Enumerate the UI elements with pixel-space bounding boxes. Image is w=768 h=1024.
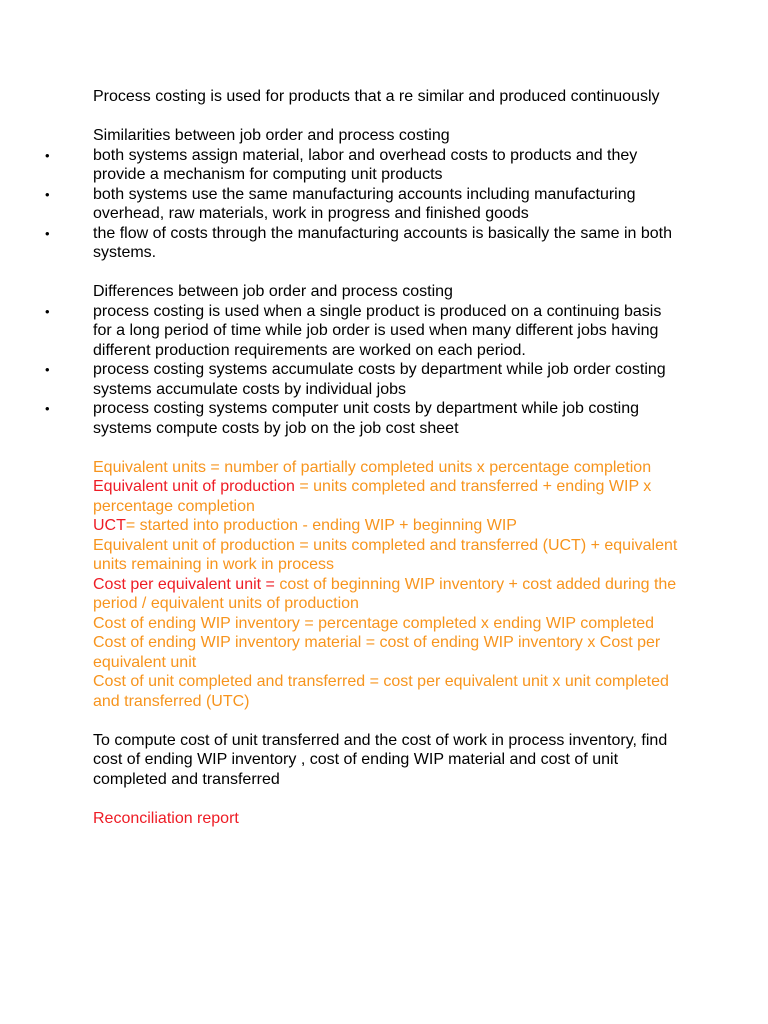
document-body bbox=[45, 87, 683, 828]
formula-equivalent-unit-uct: Equivalent unit of production = units completed and transferred (UCT) + equivalent units remaining in work in process bbox=[93, 536, 678, 573]
bullet-marker: • bbox=[45, 147, 50, 163]
similarities-heading: Similarities between job order and process costing bbox=[93, 127, 450, 144]
bullet-marker: • bbox=[45, 303, 50, 319]
spacer bbox=[93, 711, 683, 731]
spacer bbox=[93, 263, 683, 283]
formula-equivalent-unit-of-production bbox=[93, 477, 683, 516]
formula-equivalent-units: Equivalent units = number of partially completed units x percentage completion bbox=[93, 458, 652, 476]
reconciliation-heading: Reconciliation report bbox=[93, 809, 239, 827]
similarities-bullet bbox=[45, 185, 683, 224]
bullet-text: process costing systems accumulate costs by department while job order costing systems accumulate costs by individual jobs bbox=[93, 361, 666, 398]
differences-bullet bbox=[45, 399, 683, 438]
bullet-marker: • bbox=[45, 401, 50, 416]
formula-definition: cost of beginning WIP inventory + cost added during the period / equivalent units of production bbox=[93, 575, 677, 612]
differences-bullet bbox=[45, 360, 683, 399]
formula-definition: = started into production - ending WIP + beginning WIP bbox=[125, 517, 517, 534]
similarities-bullet bbox=[45, 146, 683, 185]
bullet-text: process costing systems computer unit costs by department while job costing systems compute costs by job on the job cost sheet bbox=[93, 400, 640, 437]
spacer bbox=[93, 107, 683, 127]
formula-term: Cost per equivalent unit = bbox=[93, 575, 280, 593]
similarities-bullet bbox=[45, 224, 683, 263]
bullet-text: both systems use the same manufacturing accounts including manufacturing overhead, raw materials, work in progress and finished goods bbox=[93, 185, 636, 222]
formula-units-transferred-cost: Cost of unit completed and transferred = cost per equivalent unit x unit completed and transferred (UTC) bbox=[93, 673, 669, 710]
conclusion-paragraph: To compute cost of unit transferred and the cost of work in process inventory, find cost of ending WIP inventory , cost of ending WIP material and cost of unit completed and transferred bbox=[93, 731, 668, 788]
bullet-marker: • bbox=[45, 186, 50, 202]
formula-ending-wip-cost: Cost of ending WIP inventory = percentage completed x ending WIP completed bbox=[93, 614, 655, 632]
formula-term: Equivalent unit of production bbox=[93, 478, 295, 495]
formula-definition: = units completed and transferred + ending WIP x percentage completion bbox=[93, 478, 652, 515]
formula-term: UCT bbox=[93, 517, 126, 534]
spacer bbox=[93, 438, 683, 458]
spacer bbox=[93, 789, 683, 809]
formula-uct bbox=[93, 516, 683, 536]
intro-paragraph: Process costing is used for products that a re similar and produced continuously bbox=[93, 88, 660, 105]
bullet-marker: • bbox=[45, 362, 50, 377]
formula-ending-wip-material: Cost of ending WIP inventory material = cost of ending WIP inventory x Cost per equivalent unit bbox=[93, 634, 661, 671]
bullet-text: process costing is used when a single product is produced on a continuing basis for a long period of time while job order is used when many different jobs having different production requirements are worked on each period. bbox=[93, 302, 662, 359]
bullet-marker: • bbox=[45, 225, 50, 241]
bullet-text: the flow of costs through the manufacturing accounts is basically the same in both systems. bbox=[93, 224, 672, 261]
formula-cost-per-equivalent-unit bbox=[93, 575, 683, 614]
differences-bullet bbox=[45, 302, 683, 361]
differences-heading: Differences between job order and process costing bbox=[93, 283, 453, 300]
bullet-text: both systems assign material, labor and overhead costs to products and they provide a mechanism for computing unit products bbox=[93, 146, 638, 183]
